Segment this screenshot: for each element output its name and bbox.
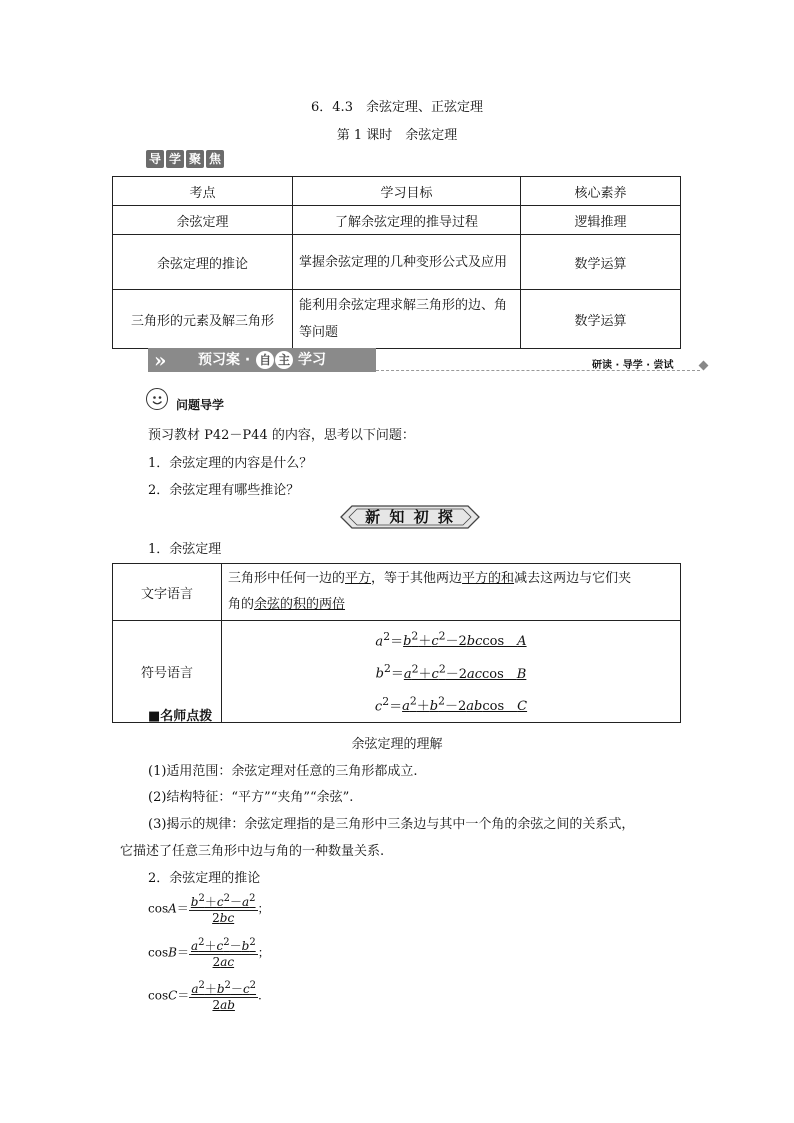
section-title: 6．4.3 余弦定理、正弦定理 bbox=[311, 100, 483, 115]
header-goal: 学习目标 bbox=[293, 177, 521, 206]
banner-circled-char: 主 bbox=[275, 351, 293, 369]
diamond-icon bbox=[699, 361, 709, 371]
teacher-tip-label: ■名师点拨 bbox=[148, 709, 213, 724]
smiley-icon bbox=[146, 388, 168, 410]
preview-banner bbox=[148, 348, 376, 372]
new-knowledge-label: 新 知 初 探 bbox=[340, 505, 480, 529]
law-heading: 1．余弦定理 bbox=[148, 542, 222, 557]
banner-subtitle: 研读 · 导学 · 尝试 bbox=[592, 360, 674, 371]
badge-char: 学 bbox=[166, 150, 184, 168]
table-row bbox=[113, 564, 681, 621]
cell-goal: 了解余弦定理的推导过程 bbox=[293, 206, 521, 235]
tip-title: 余弦定理的理解 bbox=[351, 737, 443, 752]
double-chevron-icon: » bbox=[154, 348, 167, 372]
corollary-cos-c: cosC＝ $\frac{a^2+b^2-c^2}{2ab}$ . bbox=[148, 980, 262, 1012]
corollary-heading: 2．余弦定理的推论 bbox=[148, 871, 261, 886]
banner-circled-char: 自 bbox=[256, 351, 274, 369]
tip-paragraph-3: (3)揭示的规律：余弦定理指的是三角形中三条边与其中一个角的余弦之间的关系式， bbox=[148, 817, 635, 832]
tip-paragraph-2: (2)结构特征：“平方”“夹角”“余弦”. bbox=[148, 790, 354, 805]
formula-a: $a^2=b^2+c^2-2bccos$ A bbox=[375, 630, 527, 650]
guide-badge bbox=[146, 150, 224, 170]
table-header-row bbox=[113, 177, 681, 206]
corollary-cos-a: cosA＝ $\frac{b^2+c^2-a^2}{2bc}$ ； bbox=[148, 893, 270, 925]
question-2: 2．余弦定理有哪些推论？ bbox=[148, 483, 300, 498]
table-row bbox=[113, 290, 681, 349]
question-guide-intro: 预习教材 P42－P44 的内容，思考以下问题： bbox=[148, 428, 415, 443]
banner-label: 预习案 · bbox=[198, 352, 251, 368]
lesson-title: 第 1 课时 余弦定理 bbox=[336, 128, 458, 143]
question-1: 1．余弦定理的内容是什么？ bbox=[148, 456, 313, 471]
symbol-language-formulas bbox=[222, 621, 681, 723]
badge-char: 导 bbox=[146, 150, 164, 168]
badge-char: 聚 bbox=[186, 150, 204, 168]
formula-b: $b^2=a^2+c^2-2accos$ B bbox=[375, 662, 527, 682]
table-row bbox=[113, 206, 681, 235]
cell-goal: 掌握余弦定理的几种变形公式及应用 bbox=[293, 235, 521, 290]
cell-topic: 余弦定理的推论 bbox=[113, 235, 293, 290]
question-guide-title: 问题导学 bbox=[176, 398, 225, 412]
cell-topic: 余弦定理 bbox=[113, 206, 293, 235]
header-topic: 考点 bbox=[113, 177, 293, 206]
badge-char: 焦 bbox=[206, 150, 224, 168]
corollary-cos-b: cosB＝ $\frac{a^2+c^2-b^2}{2ac}$ ； bbox=[148, 937, 270, 969]
cell-literacy: 数学运算 bbox=[521, 235, 681, 290]
text-language-content: 三角形中任何一边的平方，等于其他两边平方的和减去这两边与它们夹 角的余弦的积的两倍 bbox=[222, 564, 681, 621]
text-language-label: 文字语言 bbox=[113, 564, 222, 621]
banner-text bbox=[198, 348, 326, 372]
symbol-language-label: 符号语言 bbox=[113, 621, 222, 723]
cell-topic: 三角形的元素及解三角形 bbox=[113, 290, 293, 349]
table-row bbox=[113, 235, 681, 290]
cell-literacy: 数学运算 bbox=[521, 290, 681, 349]
header-literacy: 核心素养 bbox=[521, 177, 681, 206]
formula-c: $c^2=a^2+b^2-2abcos$ C bbox=[374, 694, 528, 714]
cell-goal: 能利用余弦定理求解三角形的边、角等问题 bbox=[293, 290, 521, 349]
tip-paragraph-1: (1)适用范围：余弦定理对任意的三角形都成立. bbox=[148, 764, 418, 779]
law-table bbox=[112, 563, 681, 723]
goals-table bbox=[112, 176, 681, 349]
cell-literacy: 逻辑推理 bbox=[521, 206, 681, 235]
banner-tail: 学习 bbox=[297, 352, 326, 368]
tip-paragraph-3-cont: 它描述了任意三角形中边与角的一种数量关系. bbox=[120, 844, 385, 859]
